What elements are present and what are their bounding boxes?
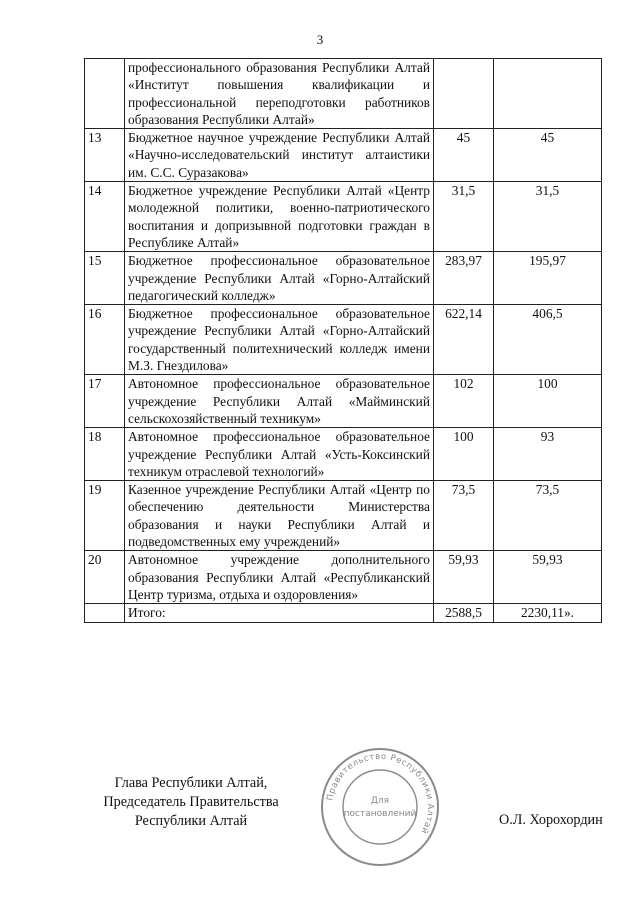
institution-name: Бюджетное профессиональное образовательное учреждение Республики Алтай «Горно-Алтайский педагогический колледж» xyxy=(125,252,434,305)
value-col-2: 45 xyxy=(494,129,602,182)
value-col-2: 195,97 xyxy=(494,252,602,305)
value-col-2: 31,5 xyxy=(494,182,602,252)
row-number: 20 xyxy=(85,551,125,604)
signer-line-2: Председатель Правительства xyxy=(103,794,279,810)
total-value-1: 2588,5 xyxy=(434,604,494,622)
value-col-2: 59,93 xyxy=(494,551,602,604)
value-col-1: 622,14 xyxy=(434,305,494,375)
row-number: 16 xyxy=(85,305,125,375)
row-number xyxy=(85,59,125,129)
table-row xyxy=(85,428,602,481)
institution-name: Автономное учреждение дополнительного образования Республики Алтай «Республиканский Центр туризма, отдыха и оздоровления» xyxy=(125,551,434,604)
total-value-2: 2230,11». xyxy=(494,604,602,622)
table-row xyxy=(85,182,602,252)
value-col-1: 31,5 xyxy=(434,182,494,252)
table-row xyxy=(85,129,602,182)
row-number: 13 xyxy=(85,129,125,182)
table-row xyxy=(85,481,602,551)
institution-name: Бюджетное учреждение Республики Алтай «Центр молодежной политики, военно-патриотического воспитания и допризывной подготовки граждан в Республике Алтай» xyxy=(125,182,434,252)
table-row xyxy=(85,305,602,375)
row-number: 19 xyxy=(85,481,125,551)
value-col-1 xyxy=(434,59,494,129)
value-col-2: 93 xyxy=(494,428,602,481)
institution-name: профессионального образования Республики Алтай «Институт повышения квалификации и профессиональной переподготовки работников образования Республики Алтай» xyxy=(125,59,434,129)
institution-name: Бюджетное научное учреждение Республики Алтай «Научно-исследовательский институт алтаистики им. С.С. Суразакова» xyxy=(125,129,434,182)
value-col-2: 73,5 xyxy=(494,481,602,551)
value-col-2: 406,5 xyxy=(494,305,602,375)
institution-name: Автономное профессиональное образовательное учреждение Республики Алтай «Усть-Коксинский техникум отраслевой технологий» xyxy=(125,428,434,481)
table-row xyxy=(85,59,602,129)
table-row xyxy=(85,375,602,428)
table-row xyxy=(85,252,602,305)
official-stamp-icon xyxy=(318,745,442,869)
signer-title xyxy=(92,774,290,831)
value-col-1: 100 xyxy=(434,428,494,481)
row-number xyxy=(85,604,125,622)
signer-name: О.Л. Хорохордин xyxy=(499,812,603,828)
row-number: 14 xyxy=(85,182,125,252)
total-label: Итого: xyxy=(125,604,434,622)
value-col-1: 45 xyxy=(434,129,494,182)
stamp-center-line-2: постановлений xyxy=(343,809,417,819)
stamp-center-line-1: Для xyxy=(370,796,390,806)
total-row xyxy=(85,604,602,622)
row-number: 17 xyxy=(85,375,125,428)
table-row xyxy=(85,551,602,604)
allocation-table xyxy=(84,58,602,623)
value-col-1: 59,93 xyxy=(434,551,494,604)
institution-name: Бюджетное профессиональное образовательное учреждение Республики Алтай «Горно-Алтайский государственный политехнический колледж имени М.З. Гнездилова» xyxy=(125,305,434,375)
value-col-1: 283,97 xyxy=(434,252,494,305)
value-col-1: 73,5 xyxy=(434,481,494,551)
row-number: 18 xyxy=(85,428,125,481)
signer-line-1: Глава Республики Алтай, xyxy=(114,775,268,791)
value-col-2: 100 xyxy=(494,375,602,428)
stamp-ring-text: Правительство Республики Алтай xyxy=(325,751,436,836)
institution-name: Автономное профессиональное образовательное учреждение Республики Алтай «Майминский сельскохозяйственный техникум» xyxy=(125,375,434,428)
page-number: 3 xyxy=(316,32,324,47)
value-col-2 xyxy=(494,59,602,129)
row-number: 15 xyxy=(85,252,125,305)
value-col-1: 102 xyxy=(434,375,494,428)
signer-line-3: Республики Алтай xyxy=(134,813,248,829)
institution-name: Казенное учреждение Республики Алтай «Центр по обеспечению деятельности Министерства образования и науки Республики Алтай и подведомственных ему учреждений» xyxy=(125,481,434,551)
